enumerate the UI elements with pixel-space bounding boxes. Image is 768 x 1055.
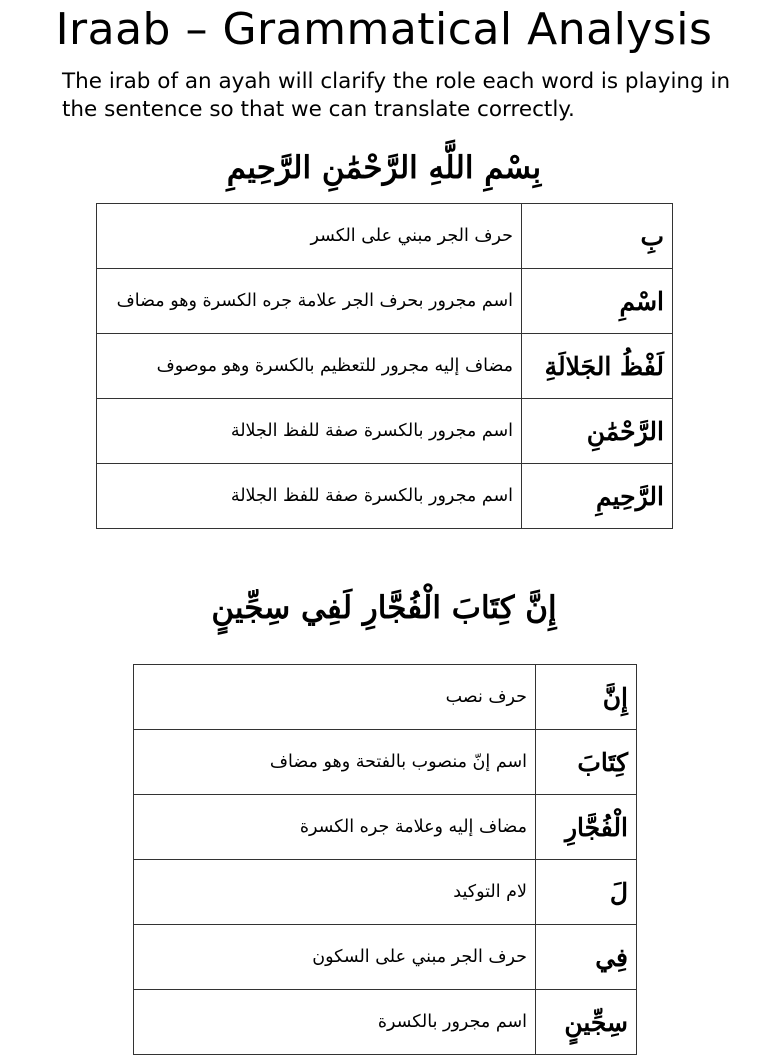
- analysis-cell: حرف الجر مبني على السكون: [134, 925, 536, 990]
- word-cell: كِتَابَ: [536, 730, 637, 795]
- analysis-cell: حرف نصب: [134, 665, 536, 730]
- ayah-basmala: بِسْمِ اللَّهِ الرَّحْمَٰنِ الرَّحِيمِ: [226, 150, 542, 186]
- word-cell: بِ: [522, 204, 673, 269]
- analysis-cell: لام التوكيد: [134, 860, 536, 925]
- table-row: [97, 269, 673, 334]
- word-cell: فِي: [536, 925, 637, 990]
- table-row: [134, 730, 637, 795]
- word-cell: لَ: [536, 860, 637, 925]
- table-row: [134, 925, 637, 990]
- analysis-cell: حرف الجر مبني على الكسر: [97, 204, 522, 269]
- word-cell: سِجِّينٍ: [536, 990, 637, 1055]
- analysis-cell: اسم مجرور بالكسرة: [134, 990, 536, 1055]
- word-cell: الرَّحْمَٰنِ: [522, 399, 673, 464]
- analysis-cell: اسم مجرور بالكسرة صفة للفظ الجلالة: [97, 464, 522, 529]
- page-title: Iraab – Grammatical Analysis: [55, 4, 713, 55]
- word-cell: اسْمِ: [522, 269, 673, 334]
- word-cell: إِنَّ: [536, 665, 637, 730]
- table-row: [134, 990, 637, 1055]
- analysis-cell: مضاف إليه وعلامة جره الكسرة: [134, 795, 536, 860]
- table-row: [97, 334, 673, 399]
- intro-text: The irab of an ayah will clarify the role each word is playing in the sentence so that we can translate correctly.: [62, 69, 731, 122]
- analysis-cell: مضاف إليه مجرور للتعظيم بالكسرة وهو موصوف: [97, 334, 522, 399]
- table-row: [134, 795, 637, 860]
- table-row: [134, 860, 637, 925]
- analysis-cell: اسم مجرور بالكسرة صفة للفظ الجلالة: [97, 399, 522, 464]
- analysis-cell: اسم مجرور بحرف الجر علامة جره الكسرة وهو مضاف: [97, 269, 522, 334]
- iraab-table-ayah-2: [133, 664, 637, 1055]
- word-cell: الرَّحِيمِ: [522, 464, 673, 529]
- word-cell: لَفْظُ الجَلالَةِ: [522, 334, 673, 399]
- ayah-al-mutaffifin: إِنَّ كِتَابَ الْفُجَّارِ لَفِي سِجِّينٍ: [211, 590, 557, 626]
- iraab-table-basmala: [96, 203, 673, 529]
- word-cell: الْفُجَّارِ: [536, 795, 637, 860]
- table-row: [97, 399, 673, 464]
- table-row: [97, 204, 673, 269]
- table-row: [134, 665, 637, 730]
- table-row: [97, 464, 673, 529]
- analysis-cell: اسم إنّ منصوب بالفتحة وهو مضاف: [134, 730, 536, 795]
